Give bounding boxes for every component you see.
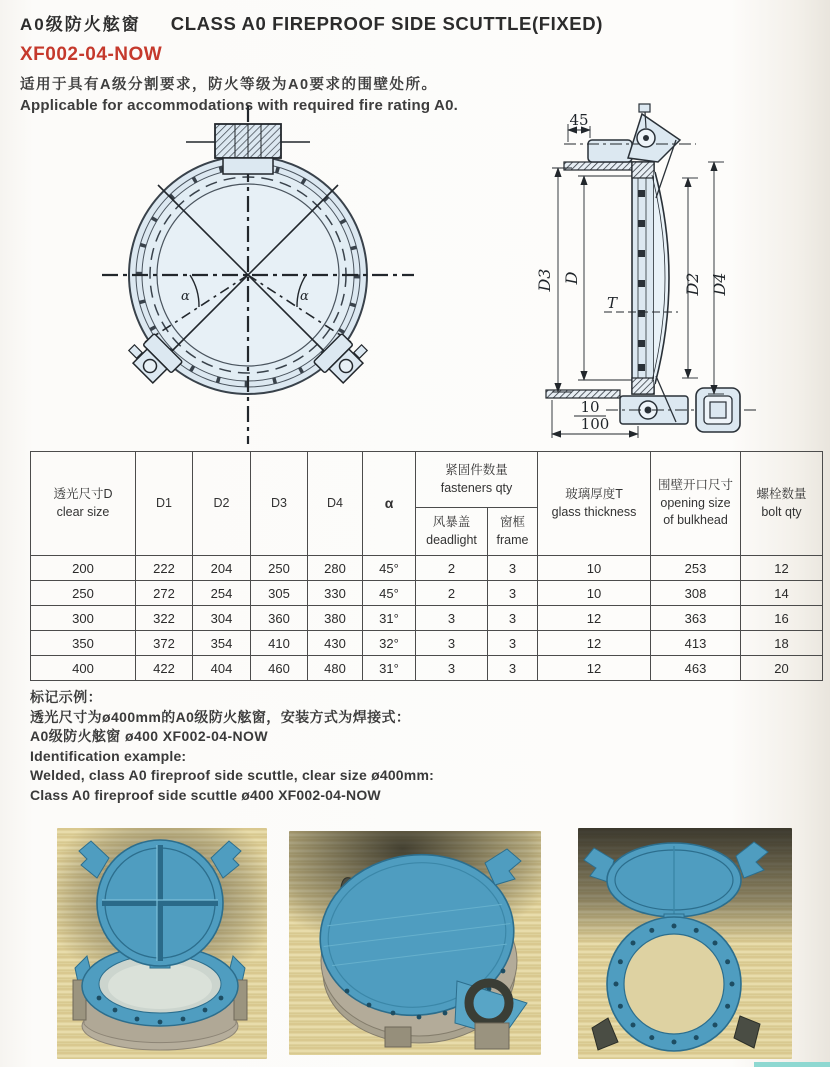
col-d3: D3: [251, 452, 308, 556]
cell: 2: [416, 556, 488, 581]
cell: 12: [741, 556, 823, 581]
cell: 250: [251, 556, 308, 581]
cell: 480: [308, 656, 363, 681]
identification-notes: [30, 688, 730, 805]
cell: 45°: [363, 556, 416, 581]
col-d1: D1: [136, 452, 193, 556]
col-frame: [488, 508, 538, 556]
handle-bottom-right: [455, 981, 527, 1049]
cell: 3: [488, 556, 538, 581]
cell: 45°: [363, 581, 416, 606]
cell: 16: [741, 606, 823, 631]
dim-t-label: T: [606, 294, 618, 312]
product-photo-front-open: [578, 828, 792, 1059]
side-view-drawing: [528, 98, 828, 450]
cell: 10: [538, 581, 651, 606]
cell: 350: [31, 631, 136, 656]
dim-d-label: D: [562, 271, 581, 285]
cell: 31°: [363, 656, 416, 681]
alpha-label-right: α: [300, 289, 309, 304]
table-row: [31, 581, 823, 606]
cell: 12: [538, 631, 651, 656]
dim-45-label: 45: [569, 111, 589, 129]
cell: 272: [136, 581, 193, 606]
cell: 380: [308, 606, 363, 631]
table-row: [31, 556, 823, 581]
cell: 400: [31, 656, 136, 681]
col-clear-size: [31, 452, 136, 556]
cell: 308: [651, 581, 741, 606]
th-en: clear size: [56, 504, 110, 519]
col-d4: D4: [308, 452, 363, 556]
col-bolt-qty: [741, 452, 823, 556]
th-cn: 玻璃厚度T: [565, 487, 623, 501]
th-en: frame: [496, 532, 529, 547]
spec-table: [30, 451, 823, 681]
col-opening-size: [651, 452, 741, 556]
description-chinese: 适用于具有A级分割要求，防火等级为A0要求的围壁处所。: [20, 77, 438, 93]
dim-d3-label: D3: [535, 268, 554, 292]
open-ring-frame: [592, 917, 760, 1051]
th-en: of bulkhead: [663, 513, 728, 528]
note-line-en1: Welded, class A0 fireproof side scuttle, clear size ø400mm:: [30, 767, 434, 783]
cell: 31°: [363, 606, 416, 631]
cell: 410: [251, 631, 308, 656]
cell: 204: [193, 556, 251, 581]
dim-100-label: 100: [580, 415, 610, 433]
th-en: glass thickness: [551, 504, 637, 519]
cell: 14: [741, 581, 823, 606]
cell: 3: [488, 656, 538, 681]
col-glass-thickness: [538, 452, 651, 556]
cell: 10: [538, 556, 651, 581]
th-en: bolt qty: [761, 504, 802, 519]
th-cn: 紧固件数量: [445, 463, 508, 477]
bottom-clamp-assembly: [606, 376, 760, 432]
th-cn: 风暴盖: [432, 515, 471, 529]
table-row: [31, 631, 823, 656]
note-line-en2: Class A0 fireproof side scuttle ø400 XF002-04-NOW: [30, 786, 381, 803]
alpha-label-left: α: [181, 289, 190, 304]
cell: 250: [31, 581, 136, 606]
cell: 12: [538, 656, 651, 681]
cell: 463: [651, 656, 741, 681]
cell: 222: [136, 556, 193, 581]
cell: 2: [416, 581, 488, 606]
note-mark-cn: 标记示例：: [30, 689, 102, 705]
cell: 253: [651, 556, 741, 581]
clamp-left: [592, 1018, 618, 1050]
col-d2: D2: [193, 452, 251, 556]
cell: 3: [488, 581, 538, 606]
cell: 413: [651, 631, 741, 656]
product-photo-open-scuttle: [57, 828, 267, 1059]
table-row: [31, 656, 823, 681]
col-alpha: α: [363, 452, 416, 556]
cell: 354: [193, 631, 251, 656]
cell: 305: [251, 581, 308, 606]
cell: 430: [308, 631, 363, 656]
page-title: [20, 10, 810, 35]
window-frame-section: [632, 162, 654, 394]
title-english: CLASS A0 FIREPROOF SIDE SCUTTLE(FIXED): [170, 13, 603, 34]
col-deadlight: [416, 508, 488, 556]
th-en: fasteners qty: [440, 480, 513, 495]
front-open-scuttle-graphic: [578, 828, 792, 1059]
product-photo-closed-scuttle: [289, 831, 541, 1055]
dim-d4-label: D4: [710, 272, 729, 296]
cell: 254: [193, 581, 251, 606]
open-scuttle-graphic: [57, 828, 267, 1059]
cell: 300: [31, 606, 136, 631]
th-cn: 围壁开口尺寸: [658, 478, 734, 493]
th-en: deadlight: [426, 532, 477, 547]
title-chinese: A0级防火舷窗: [20, 15, 141, 34]
cell: 3: [488, 606, 538, 631]
cell: 3: [488, 631, 538, 656]
cell: 360: [251, 606, 308, 631]
th-cn: 窗框: [500, 515, 526, 529]
th-en: opening size: [660, 495, 731, 510]
cell: 404: [193, 656, 251, 681]
note-line-cn2: A0级防火舷窗 ø400 XF002-04-NOW: [30, 728, 268, 744]
dim-10-label: 10: [580, 398, 600, 416]
dim-d2-label: D2: [683, 272, 702, 296]
front-view-drawing: [88, 100, 428, 448]
note-line-cn1: 透光尺寸为ø400mm的A0级防火舷窗，安装方式为焊接式：: [30, 708, 411, 725]
description-english: Applicable for accommodations with required fire rating A0.: [20, 97, 458, 114]
table-row: [31, 606, 823, 631]
model-number: XF002-04-NOW: [20, 44, 163, 65]
cell: 460: [251, 656, 308, 681]
bulkhead-plates: [546, 162, 634, 398]
note-mark-en: Identification example:: [30, 747, 187, 764]
cell: 372: [136, 631, 193, 656]
cell: 18: [741, 631, 823, 656]
closed-scuttle-graphic: [289, 831, 541, 1055]
cell: 280: [308, 556, 363, 581]
cell: 3: [416, 631, 488, 656]
deadlight-cover: [79, 840, 241, 968]
clamp-right: [734, 1016, 760, 1048]
cell: 200: [31, 556, 136, 581]
cell: 304: [193, 606, 251, 631]
cell: 20: [741, 656, 823, 681]
cell: 3: [416, 656, 488, 681]
cell: 3: [416, 606, 488, 631]
col-fasteners-group: [416, 452, 538, 508]
cell: 32°: [363, 631, 416, 656]
cell: 12: [538, 606, 651, 631]
cell: 322: [136, 606, 193, 631]
th-cn: 螺栓数量: [756, 487, 807, 501]
glass-pane: [652, 172, 669, 384]
page-footer-strip: [754, 1062, 830, 1067]
th-cn: 透光尺寸D: [53, 487, 113, 501]
cell: 330: [308, 581, 363, 606]
cell: 422: [136, 656, 193, 681]
cell: 363: [651, 606, 741, 631]
